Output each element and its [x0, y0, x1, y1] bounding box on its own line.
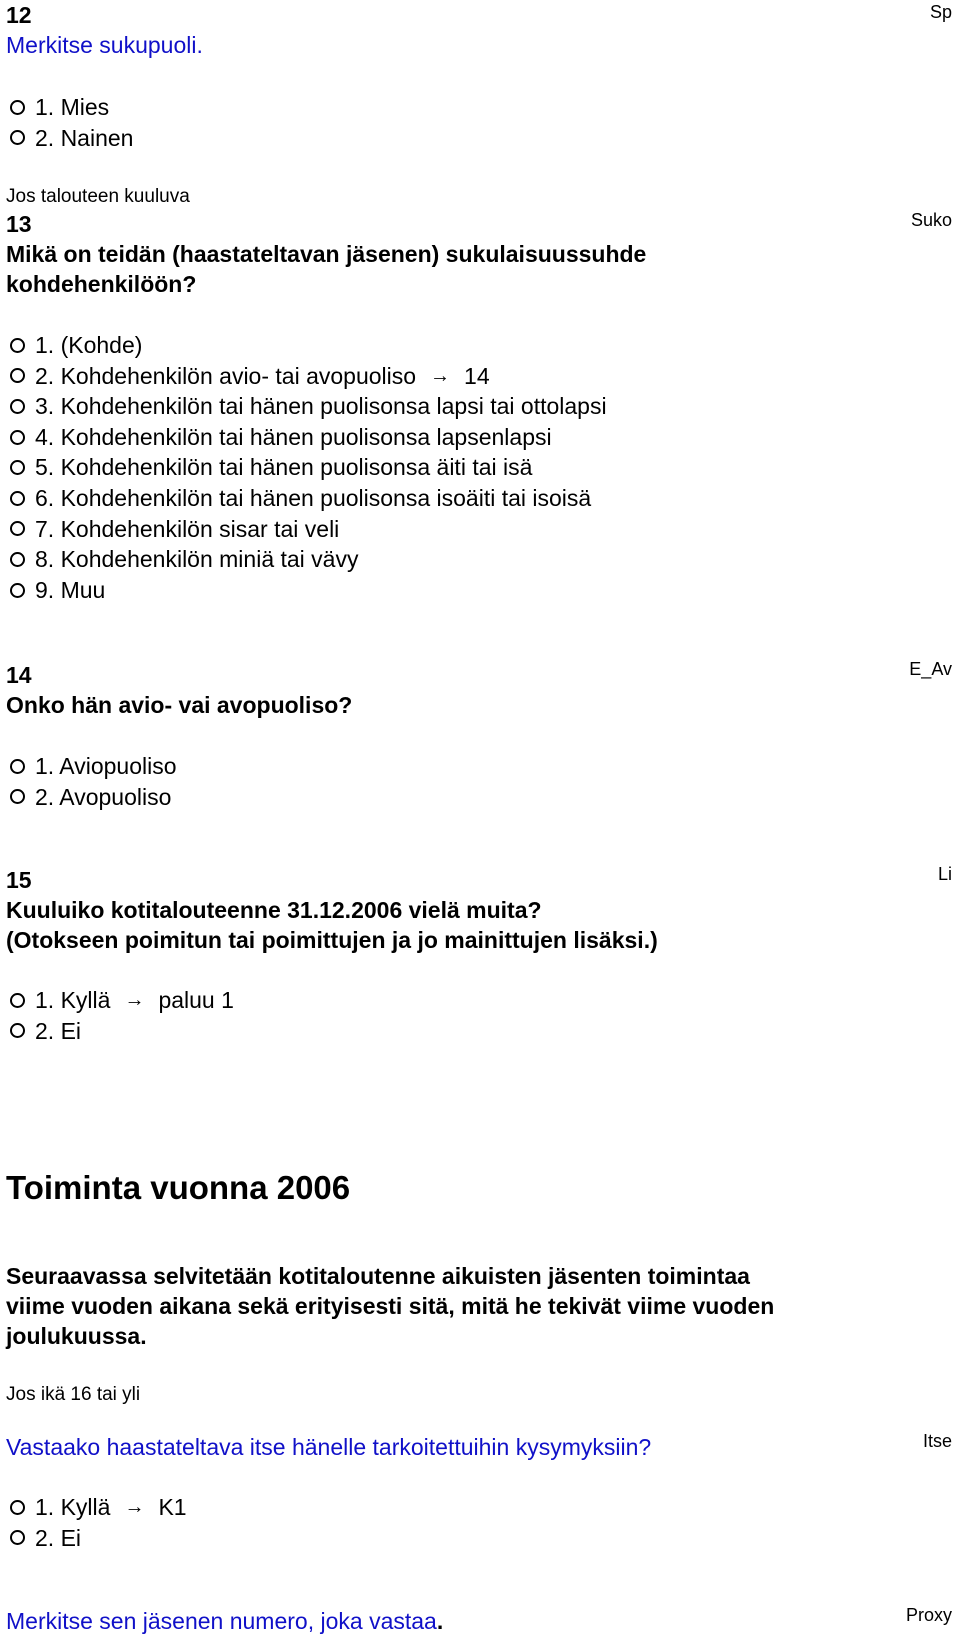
- option-label: 2. Kohdehenkilön avio- tai avopuoliso: [35, 362, 417, 389]
- option-label: 2. Avopuoliso: [35, 783, 172, 810]
- options-q12: [6, 92, 133, 153]
- section-heading: Toiminta vuonna 2006: [6, 1169, 351, 1206]
- question-number: 13: [6, 211, 32, 237]
- question-text: Merkitse sen jäsenen numero, joka vastaa: [6, 1608, 437, 1634]
- option[interactable]: [6, 1492, 187, 1523]
- question-text: (Otokseen poimitun tai poimittujen ja jo mainittujen lisäksi.): [6, 927, 658, 953]
- option[interactable]: [6, 985, 234, 1016]
- radio-icon[interactable]: [10, 100, 25, 115]
- option-label: 1. Kyllä: [35, 1494, 111, 1520]
- option-label: 9. Muu: [35, 576, 106, 603]
- option[interactable]: [6, 751, 177, 782]
- question-text: Onko hän avio- vai avopuoliso?: [6, 692, 353, 718]
- option[interactable]: [6, 330, 607, 361]
- options-q13: [6, 330, 607, 605]
- variable-code: Sp: [929, 2, 952, 22]
- radio-icon[interactable]: [10, 993, 25, 1008]
- radio-icon[interactable]: [10, 759, 25, 774]
- question-number: 12: [6, 2, 32, 28]
- proxy-instruction: [6, 1606, 443, 1636]
- question-text: kohdehenkilöön?: [6, 271, 197, 297]
- option-label: 8. Kohdehenkilön miniä tai vävy: [35, 546, 359, 573]
- question-text: Mikä on teidän (haastateltavan jäsenen) sukulaisuussuhde: [6, 241, 647, 267]
- option-label: 5. Kohdehenkilön tai hänen puolisonsa äiti tai isä: [35, 454, 533, 481]
- option[interactable]: [6, 1523, 187, 1554]
- arrow-right-icon: →: [124, 989, 145, 1011]
- option-label: 1. Kyllä: [35, 987, 111, 1013]
- period: .: [436, 1608, 444, 1634]
- variable-code: E_Av: [909, 659, 952, 679]
- radio-icon[interactable]: [10, 583, 25, 598]
- arrow-right-icon: →: [430, 364, 451, 387]
- radio-icon[interactable]: [10, 1500, 25, 1515]
- option[interactable]: [6, 452, 607, 483]
- option-label: 6. Kohdehenkilön tai hänen puolisonsa isoäiti tai isoisä: [35, 484, 592, 511]
- intro-line: Seuraavassa selvitetään kotitaloutenne aikuisten jäsenten toimintaa: [6, 1263, 750, 1289]
- option[interactable]: [6, 575, 607, 606]
- arrow-right-icon: →: [124, 1496, 145, 1518]
- option-label: 2. Nainen: [35, 124, 134, 151]
- variable-code: Itse: [922, 1431, 952, 1451]
- variable-code: Li: [937, 864, 952, 884]
- option-label: 7. Kohdehenkilön sisar tai veli: [35, 515, 340, 542]
- filter-condition: Jos talouteen kuuluva: [6, 186, 190, 207]
- question-number: 14: [6, 662, 32, 688]
- option[interactable]: [6, 1016, 234, 1047]
- option[interactable]: [6, 782, 177, 813]
- options-q14: [6, 751, 177, 812]
- option-label: 4. Kohdehenkilön tai hänen puolisonsa lapsenlapsi: [35, 423, 552, 450]
- option[interactable]: [6, 544, 607, 575]
- intro-line: joulukuussa.: [6, 1323, 147, 1349]
- option[interactable]: [6, 123, 133, 154]
- question-text: Kuuluiko kotitalouteenne 31.12.2006 vielä muita?: [6, 897, 542, 923]
- option-label: 3. Kohdehenkilön tai hänen puolisonsa lapsi tai ottolapsi: [35, 393, 607, 420]
- question-number: 15: [6, 867, 32, 893]
- filter-condition: Jos ikä 16 tai yli: [6, 1384, 141, 1405]
- option[interactable]: [6, 514, 607, 545]
- radio-icon[interactable]: [10, 521, 25, 536]
- option-label: 2. Ei: [35, 1017, 82, 1044]
- option[interactable]: [6, 391, 607, 422]
- option[interactable]: [6, 422, 607, 453]
- skip-target: paluu 1: [158, 987, 234, 1013]
- options-itse: [6, 1492, 187, 1553]
- options-q15: [6, 985, 234, 1046]
- option-label: 1. (Kohde): [35, 332, 143, 358]
- radio-icon[interactable]: [10, 460, 25, 475]
- variable-code: Suko: [910, 210, 952, 230]
- question-12: [6, 0, 960, 60]
- question-14: [6, 660, 960, 720]
- radio-icon[interactable]: [10, 491, 25, 506]
- skip-target: 14: [464, 362, 490, 389]
- question-15: [6, 865, 960, 955]
- question-text: Vastaako haastateltava itse hänelle tarkoitettuihin kysymyksiin?: [6, 1434, 652, 1460]
- question-instruction: Merkitse sukupuoli.: [6, 32, 203, 58]
- option-label: 2. Ei: [35, 1524, 82, 1551]
- option-label: 1. Mies: [35, 94, 110, 120]
- radio-icon[interactable]: [10, 1023, 25, 1038]
- radio-icon[interactable]: [10, 130, 25, 145]
- radio-icon[interactable]: [10, 430, 25, 445]
- question-13: [6, 209, 960, 299]
- skip-target: K1: [158, 1494, 187, 1520]
- radio-icon[interactable]: [10, 1530, 25, 1545]
- intro-line: viime vuoden aikana sekä erityisesti sitä, mitä he tekivät viime vuoden: [6, 1293, 775, 1319]
- option[interactable]: [6, 92, 133, 123]
- radio-icon[interactable]: [10, 368, 25, 383]
- option-label: 1. Aviopuoliso: [35, 753, 177, 779]
- option[interactable]: [6, 483, 607, 514]
- section-intro: [6, 1261, 774, 1351]
- option[interactable]: [6, 361, 607, 392]
- radio-icon[interactable]: [10, 338, 25, 353]
- radio-icon[interactable]: [10, 789, 25, 804]
- variable-code: Proxy: [905, 1605, 952, 1625]
- radio-icon[interactable]: [10, 399, 25, 414]
- radio-icon[interactable]: [10, 552, 25, 567]
